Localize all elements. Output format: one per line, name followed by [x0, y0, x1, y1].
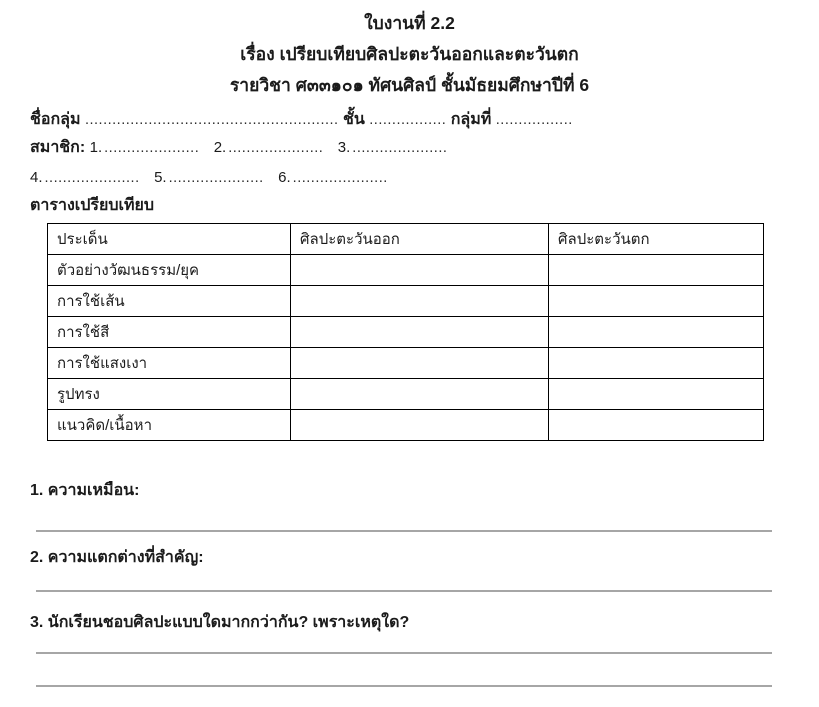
east-cell [291, 410, 549, 441]
member-slot [90, 139, 200, 156]
member-number: 1. [89, 139, 103, 156]
east-cell [291, 317, 549, 348]
member-slot [30, 169, 140, 186]
table-row [48, 410, 764, 441]
comparison-table [47, 223, 764, 441]
answer-line [36, 530, 772, 532]
member-slot [338, 139, 448, 156]
members-row-1 [30, 135, 819, 161]
topic-cell: รูปทรง [48, 379, 291, 410]
member-number: 5. [154, 169, 167, 186]
worksheet-subtitle: เรื่อง เปรียบเทียบศิลปะตะวันออกและตะวันตก [240, 44, 579, 64]
table-row [48, 286, 764, 317]
members-row-2 [30, 165, 819, 191]
table-row [48, 379, 764, 410]
column-header-west: ศิลปะตะวันตก [549, 224, 764, 255]
member-slot [154, 169, 264, 186]
members-label: สมาชิก: [30, 139, 86, 156]
group-number-label: กลุ่มที่ [450, 111, 492, 128]
west-cell [549, 317, 764, 348]
member-blank: ..................... [228, 140, 324, 156]
member-number: 2. [213, 139, 227, 156]
member-number: 3. [337, 139, 351, 156]
group-info-row [30, 107, 819, 133]
west-cell [549, 255, 764, 286]
column-header-topic: ประเด็น [48, 224, 291, 255]
member-blank: ..................... [292, 170, 388, 186]
member-slot [278, 169, 388, 186]
group-name-label: ชื่อกลุ่ม [30, 111, 81, 128]
east-cell [291, 286, 549, 317]
question-label: 2. ความแตกต่างที่สำคัญ: [30, 549, 204, 566]
table-row [48, 255, 764, 286]
topic-cell: แนวคิด/เนื้อหา [48, 410, 291, 441]
group-name-blank: ........................................................ [84, 112, 339, 128]
west-cell [549, 410, 764, 441]
east-cell [291, 379, 549, 410]
class-blank: ................. [369, 112, 447, 128]
west-cell [549, 286, 764, 317]
answer-line [36, 652, 772, 654]
member-number: 4. [30, 169, 43, 186]
east-cell [291, 348, 549, 379]
member-number: 6. [278, 169, 291, 186]
west-cell [549, 379, 764, 410]
topic-cell: การใช้เส้น [48, 286, 291, 317]
west-cell [549, 348, 764, 379]
topic-cell: การใช้แสงเงา [48, 348, 291, 379]
table-header-row [48, 224, 764, 255]
group-number-blank: ................. [495, 112, 573, 128]
member-blank: ..................... [352, 140, 448, 156]
table-heading: ตารางเปรียบเทียบ [30, 197, 155, 214]
answer-line [36, 590, 772, 592]
table-row [48, 317, 764, 348]
topic-cell: ตัวอย่างวัฒนธรรม/ยุค [48, 255, 291, 286]
column-header-east: ศิลปะตะวันออก [291, 224, 549, 255]
member-blank: ..................... [168, 170, 264, 186]
table-row [48, 348, 764, 379]
course-line: รายวิชา ศ๓๓๑๐๑ ทัศนศิลป์ ชั้นมัธยมศึกษาปีที่ 6 [229, 75, 590, 95]
worksheet-title: ใบงานที่ 2.2 [364, 13, 455, 33]
question-label: 3. นักเรียนชอบศิลปะแบบใดมากกว่ากัน? เพราะเหตุใด? [30, 614, 410, 631]
topic-cell: การใช้สี [48, 317, 291, 348]
question-label: 1. ความเหมือน: [30, 482, 140, 499]
east-cell [291, 255, 549, 286]
member-blank: ..................... [44, 170, 140, 186]
member-blank: ..................... [104, 140, 200, 156]
member-slot [214, 139, 324, 156]
title-block [0, 0, 819, 101]
answer-line [36, 685, 772, 687]
class-label: ชั้น [343, 111, 365, 128]
